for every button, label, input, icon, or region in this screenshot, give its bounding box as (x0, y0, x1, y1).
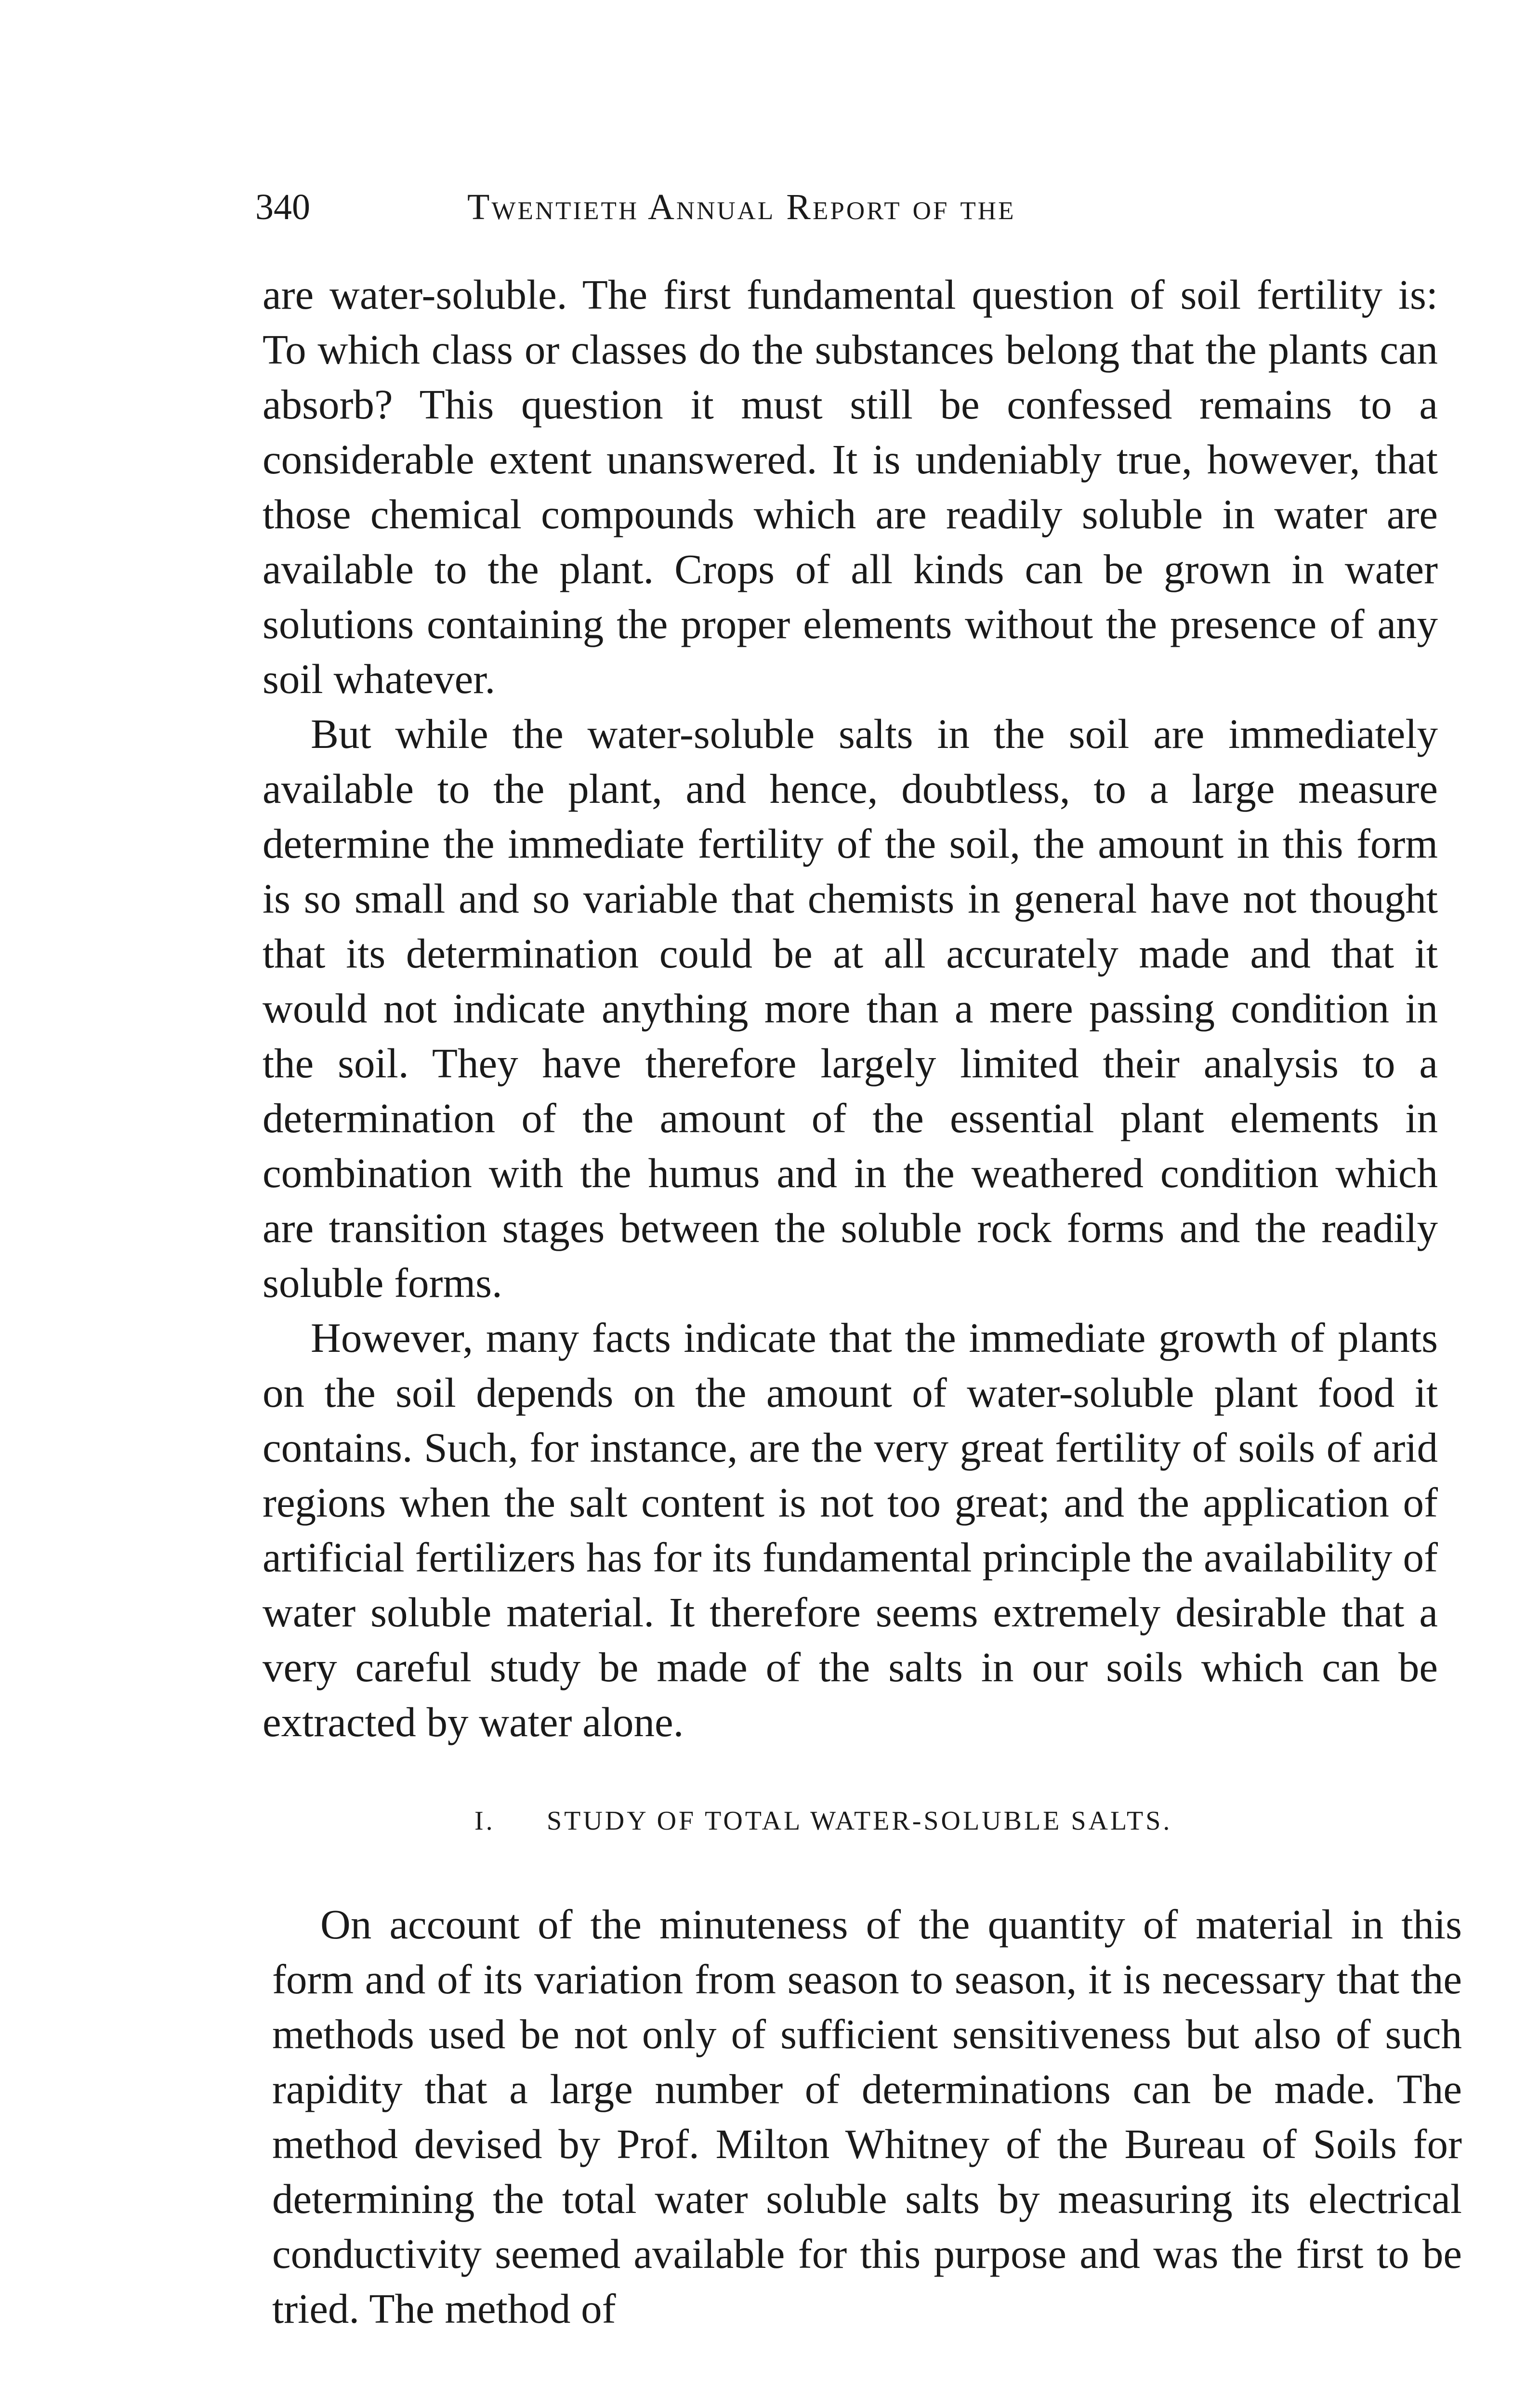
section-title: STUDY OF TOTAL WATER-SOLUBLE SALTS. (547, 1806, 1172, 1836)
paragraph-continued: are water-soluble. The first fundamental question of soil fertility is: To which class or classes do the substances belong that the plants can absorb? This question it must still be confessed remains to a considerable extent unanswered. It is undeniably true, however, that those chemical compounds which are readily soluble in water are available to the plant. Crops of all kinds can be grown in water solutions containing the proper elements without the presence of any soil whatever. (263, 271, 1438, 702)
paragraph: But while the water-soluble salts in the soil are immediately available to the plant, and hence, doubtless, to a large measure determine the immediate fertility of the soil, the amount in this form is so small and so variable that chemists in general have not thought that its determination could be at all accurately made and that it would not indicate anything more than a mere passing condition in the soil. They have therefore largely limited their analysis to a determination of the amount of the essential plant elements in combination with the humus and in the weathered condition which are transition stages between the soluble rock forms and the readily soluble forms. (263, 710, 1438, 1306)
section-number: I. (474, 1806, 495, 1836)
body-text (263, 267, 1462, 2336)
page-header (255, 178, 1219, 236)
section-heading (263, 1802, 1438, 1840)
running-head: Twentieth Annual Report of the (467, 187, 1016, 227)
paragraph: However, many facts indicate that the immediate growth of plants on the soil depends on the amount of water-soluble plant food it contains. Such, for instance, are the very great fertility of soils of arid regions when the salt content is not too great; and the application of artificial fertilizers has for its fundamental principle the availability of water soluble material. It therefore seems extremely desirable that a very careful study be made of the salts in our soils which can be extracted by water alone. (263, 1314, 1438, 1745)
page-number: 340 (255, 187, 310, 227)
section-paragraph: On account of the minuteness of the quantity of material in this form and of its variation from season to season, it is necessary that the methods used be not only of sufficient sensitiveness but also of such rapidity that a large number of determinations can be made. The method devised by Prof. Milton Whitney of the Bureau of Soils for determining the total water soluble salts by measuring its electrical conductivity seemed available for this purpose and was the first to be tried. The method of (272, 1901, 1462, 2332)
